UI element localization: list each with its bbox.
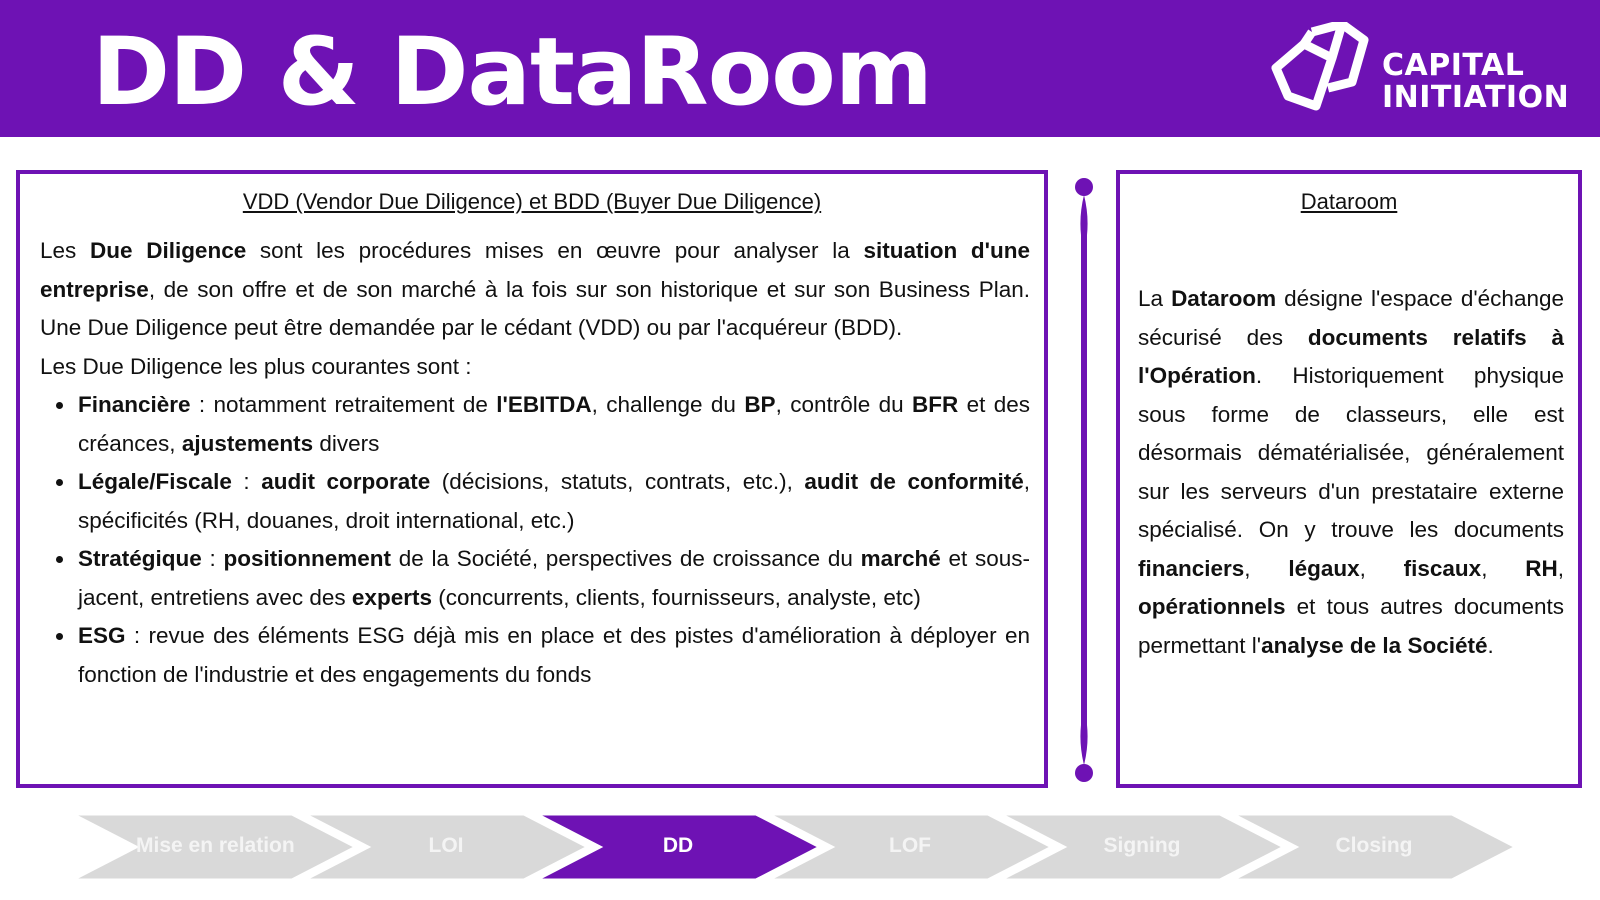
logo-line-1: CAPITAL	[1382, 48, 1525, 83]
vertical-divider	[1072, 175, 1096, 785]
company-logo	[1268, 22, 1578, 118]
cube-logo-icon	[1268, 22, 1378, 118]
process-step-label-mise-en-relation: Mise en relation	[136, 834, 295, 857]
dataroom-paragraph: La Dataroom désigne l'espace d'échange sécurisé des documents relatifs à l'Opération. Historiquement physique sous forme de classeurs, elle est désormais dématérialisée, généralement sur les serveurs d'un prestataire externe spécialisé. On y trouve les documents financiers, légaux, fiscaux, RH, opérationnels et tous autres documents permettant l'analyse de la Société.	[1138, 286, 1564, 658]
bullet-icon	[56, 402, 63, 409]
due-diligence-panel	[16, 170, 1048, 788]
bullet-icon	[56, 556, 63, 563]
process-step-label-loi: LOI	[428, 834, 464, 857]
process-step-label-lof: LOF	[889, 834, 931, 857]
intro-list-lead: Les Due Diligence les plus courantes sont :	[40, 353, 472, 379]
process-step-label-closing: Closing	[1335, 834, 1413, 857]
list-item-legale-fiscale: Légale/Fiscale : audit corporate (décisions, statuts, contrats, etc.), audit de conformité, spécificités (RH, douanes, droit international, etc.)	[40, 463, 1030, 540]
list-item-esg: ESG : revue des éléments ESG déjà mis en place et des pistes d'amélioration à déployer en fonction de l'industrie et des engagements du fonds	[40, 617, 1030, 694]
process-step-label-signing: Signing	[1103, 834, 1181, 857]
logo-line-2: INITIATION	[1382, 80, 1570, 115]
header-banner	[0, 0, 1600, 137]
page-title: DD & DataRoom	[92, 18, 932, 127]
intro-paragraph: Les Due Diligence sont les procédures mises en œuvre pour analyser la situation d'une entreprise, de son offre et de son marché à la fois sur son historique et sur son Business Plan. Une Due Diligence peut être demandée par le cédant (VDD) ou par l'acquéreur (BDD).	[40, 238, 1031, 340]
due-diligence-title: VDD (Vendor Due Diligence) et BDD (Buyer Due Diligence)	[242, 189, 822, 214]
bullet-icon	[56, 479, 63, 486]
due-diligence-list	[40, 386, 1030, 694]
list-item-strategique: Stratégique : positionnement de la Société, perspectives de croissance du marché et sous-jacent, entretiens avec des experts (concurrents, clients, fournisseurs, analyste, etc)	[40, 540, 1030, 617]
dataroom-body	[1138, 280, 1564, 665]
dataroom-title: Dataroom	[1300, 189, 1398, 214]
dataroom-panel	[1116, 170, 1582, 788]
logo-wordmark	[1382, 50, 1569, 114]
list-item-financiere: Financière : notamment retraitement de l'EBITDA, challenge du BP, contrôle du BFR et des créances, ajustements divers	[40, 386, 1030, 463]
process-step-label-dd: DD	[662, 834, 694, 857]
due-diligence-body	[40, 232, 1030, 694]
bullet-icon	[56, 633, 63, 640]
